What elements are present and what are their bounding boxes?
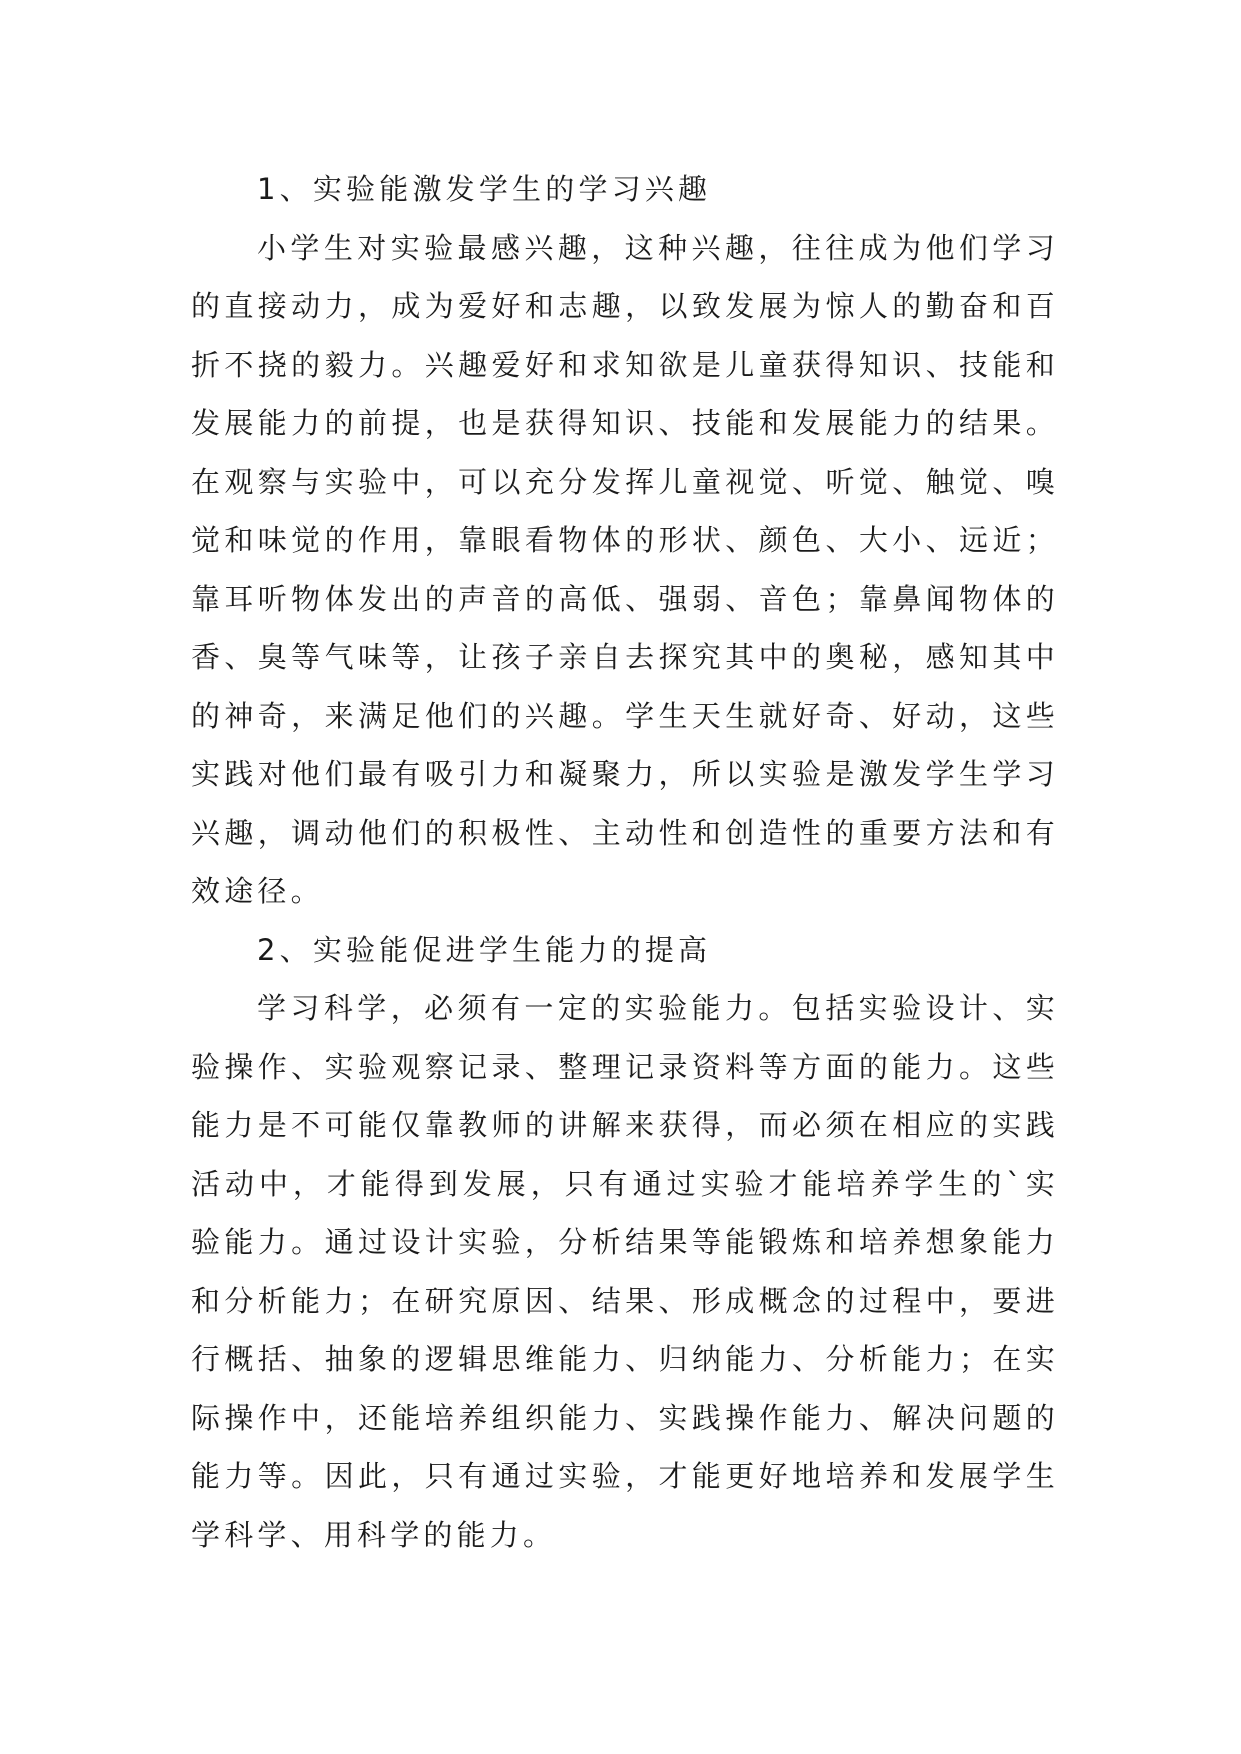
- section-paragraph-2: 学习科学，必须有一定的实验能力。包括实验设计、实验操作、实验观察记录、整理记录资料等方面的能力。这些能力是不可能仅靠教师的讲解来获得，而必须在相应的实践活动中，才能得到发展，只有通过实验才能培养学生的`实验能力。通过设计实验，分析结果等能锻炼和培养想象能力和分析能力；在研究原因、结果、形成概念的过程中，要进行概括、抽象的逻辑思维能力、归纳能力、分析能力；在实际操作中，还能培养组织能力、实践操作能力、解决问题的能力等。因此，只有通过实验，才能更好地培养和发展学生学科学、用科学的能力。: [191, 991, 1059, 1552]
- section-heading-1: 1、实验能激发学生的学习兴趣: [257, 172, 712, 206]
- section-heading-2: 2、实验能促进学生能力的提高: [257, 932, 712, 967]
- section-paragraph-1: 小学生对实验最感兴趣，这种兴趣，往往成为他们学习的直接动力，成为爱好和志趣，以致发展为惊人的勤奋和百折不挠的毅力。兴趣爱好和求知欲是儿童获得知识、技能和发展能力的前提，也是获得知识、技能和发展能力的结果。在观察与实验中，可以充分发挥儿童视觉、听觉、触觉、嗅觉和味觉的作用，靠眼看物体的形状、颜色、大小、远近；靠耳听物体发出的声音的高低、强弱、音色；靠鼻闻物体的香、臭等气味等，让孩子亲自去探究其中的奥秘，感知其中的神奇，来满足他们的兴趣。学生天生就好奇、好动，这些实践对他们最有吸引力和凝聚力，所以实验是激发学生学习兴趣，调动他们的积极性、主动性和创造性的重要方法和有效途径。: [191, 230, 1059, 908]
- document-body: [191, 160, 1059, 1564]
